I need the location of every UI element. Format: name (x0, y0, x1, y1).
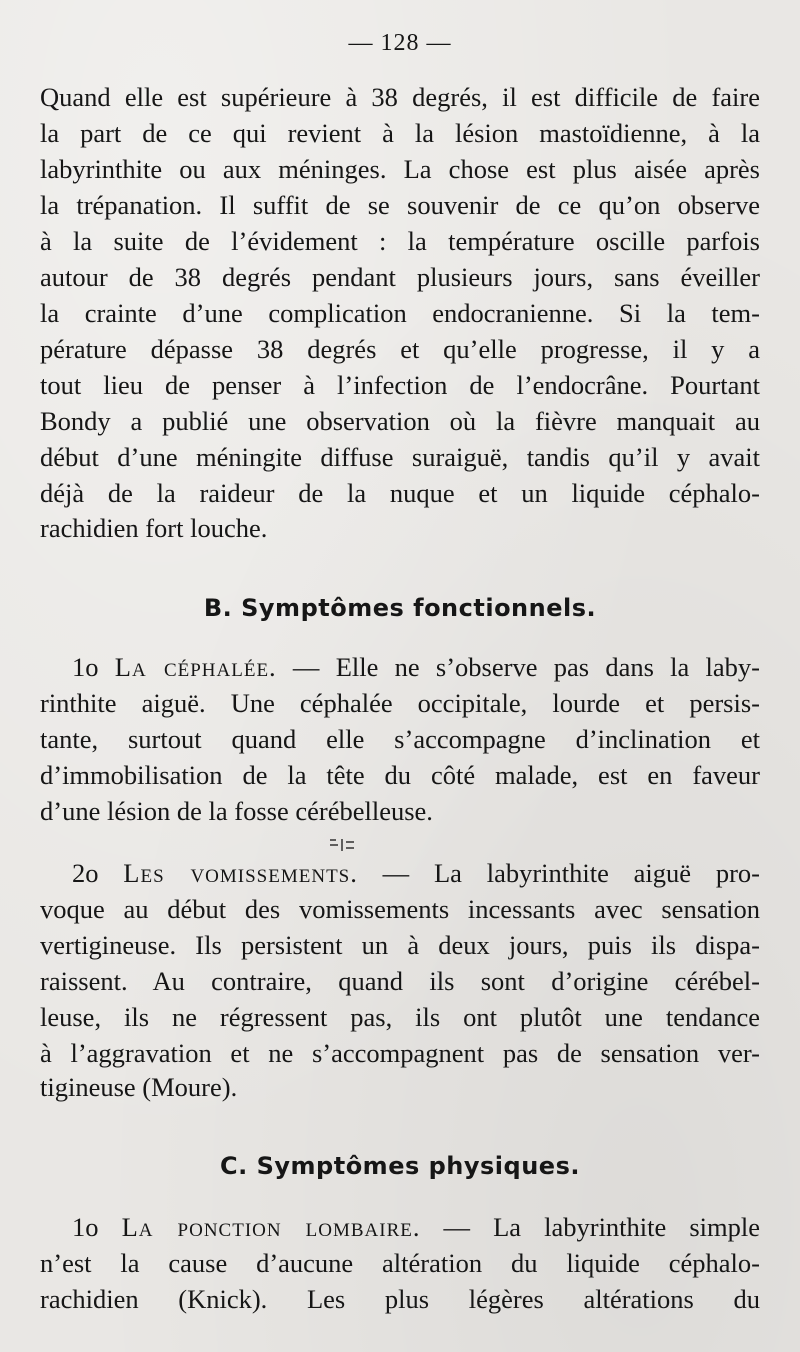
text-line: d’une lésion de la fosse cérébelleuse. (40, 796, 433, 826)
item-text: — Elle ne s’observe pas dans la laby- (276, 652, 760, 682)
text-line: Bondy a publié une observation où la fièvre manquait au (40, 406, 760, 436)
text-line: labyrinthite ou aux méninges. La chose est plus aisée après (40, 154, 760, 184)
text-line: pérature dépasse 38 degrés et qu’elle progresse, il y a (40, 334, 760, 364)
text-line: n’est la cause d’aucune altération du liquide céphalo- (40, 1248, 760, 1278)
text-line: la trépanation. Il suffit de se souvenir de ce qu’on observe (40, 190, 760, 220)
text-line: début d’une méningite diffuse suraiguë, tandis qu’il y avait (40, 442, 760, 472)
text-line: autour de 38 degrés pendant plusieurs jours, sans éveiller (40, 262, 760, 292)
text-line-first (72, 856, 760, 890)
text-line: d’immobilisation de la tête du côté malade, est en faveur (40, 760, 760, 790)
printer-mark-icon (328, 836, 356, 854)
text-line: la crainte d’une complication endocranienne. Si la tem- (40, 298, 760, 328)
text-line: voque au début des vomissements incessants avec sensation (40, 894, 760, 924)
text-line: tante, surtout quand elle s’accompagne d’inclination et (40, 724, 760, 754)
text-line-first (72, 650, 760, 684)
text-line: rachidien (Knick). Les plus légères altérations du (40, 1284, 760, 1314)
text-line: déjà de la raideur de la nuque et un liquide céphalo- (40, 478, 760, 508)
item-number: 1o (72, 652, 99, 682)
item-number: 2o (72, 858, 99, 888)
item-title: La ponction lombaire. (121, 1212, 421, 1242)
text-line: raissent. Au contraire, quand ils sont d’origine cérébel- (40, 966, 760, 996)
text-line: à la suite de l’évidement : la température oscille parfois (40, 226, 760, 256)
page-number: — 128 — (348, 30, 452, 56)
item-text: — La labyrinthite simple (420, 1212, 761, 1242)
item-number: 1o (72, 1212, 99, 1242)
text-line: rachidien fort louche. (40, 513, 268, 543)
section-heading-b: B. Symptômes fonctionnels. (203, 594, 597, 622)
section-heading-c: C. Symptômes physiques. (220, 1152, 580, 1180)
item-title: Les vomissements. (123, 858, 358, 888)
text-line-first (72, 1210, 760, 1244)
item-title: La céphalée. (114, 652, 277, 682)
text-line: la part de ce qui revient à la lésion mastoïdienne, à la (40, 118, 760, 148)
text-line: rinthite aiguë. Une céphalée occipitale, lourde et persis- (40, 688, 760, 718)
text-line: Quand elle est supérieure à 38 degrés, il est difficile de faire (40, 82, 760, 112)
text-line: leuse, ils ne régressent pas, ils ont plutôt une tendance (40, 1002, 760, 1032)
text-line: tout lieu de penser à l’infection de l’endocrâne. Pourtant (40, 370, 760, 400)
text-line: vertigineuse. Ils persistent un à deux jours, puis ils dispa- (40, 930, 760, 960)
text-line: à l’aggravation et ne s’accompagnent pas de sensation ver- (40, 1038, 760, 1068)
text-line: tigineuse (Moure). (40, 1072, 238, 1102)
item-text: — La labyrinthite aiguë pro- (357, 858, 760, 888)
